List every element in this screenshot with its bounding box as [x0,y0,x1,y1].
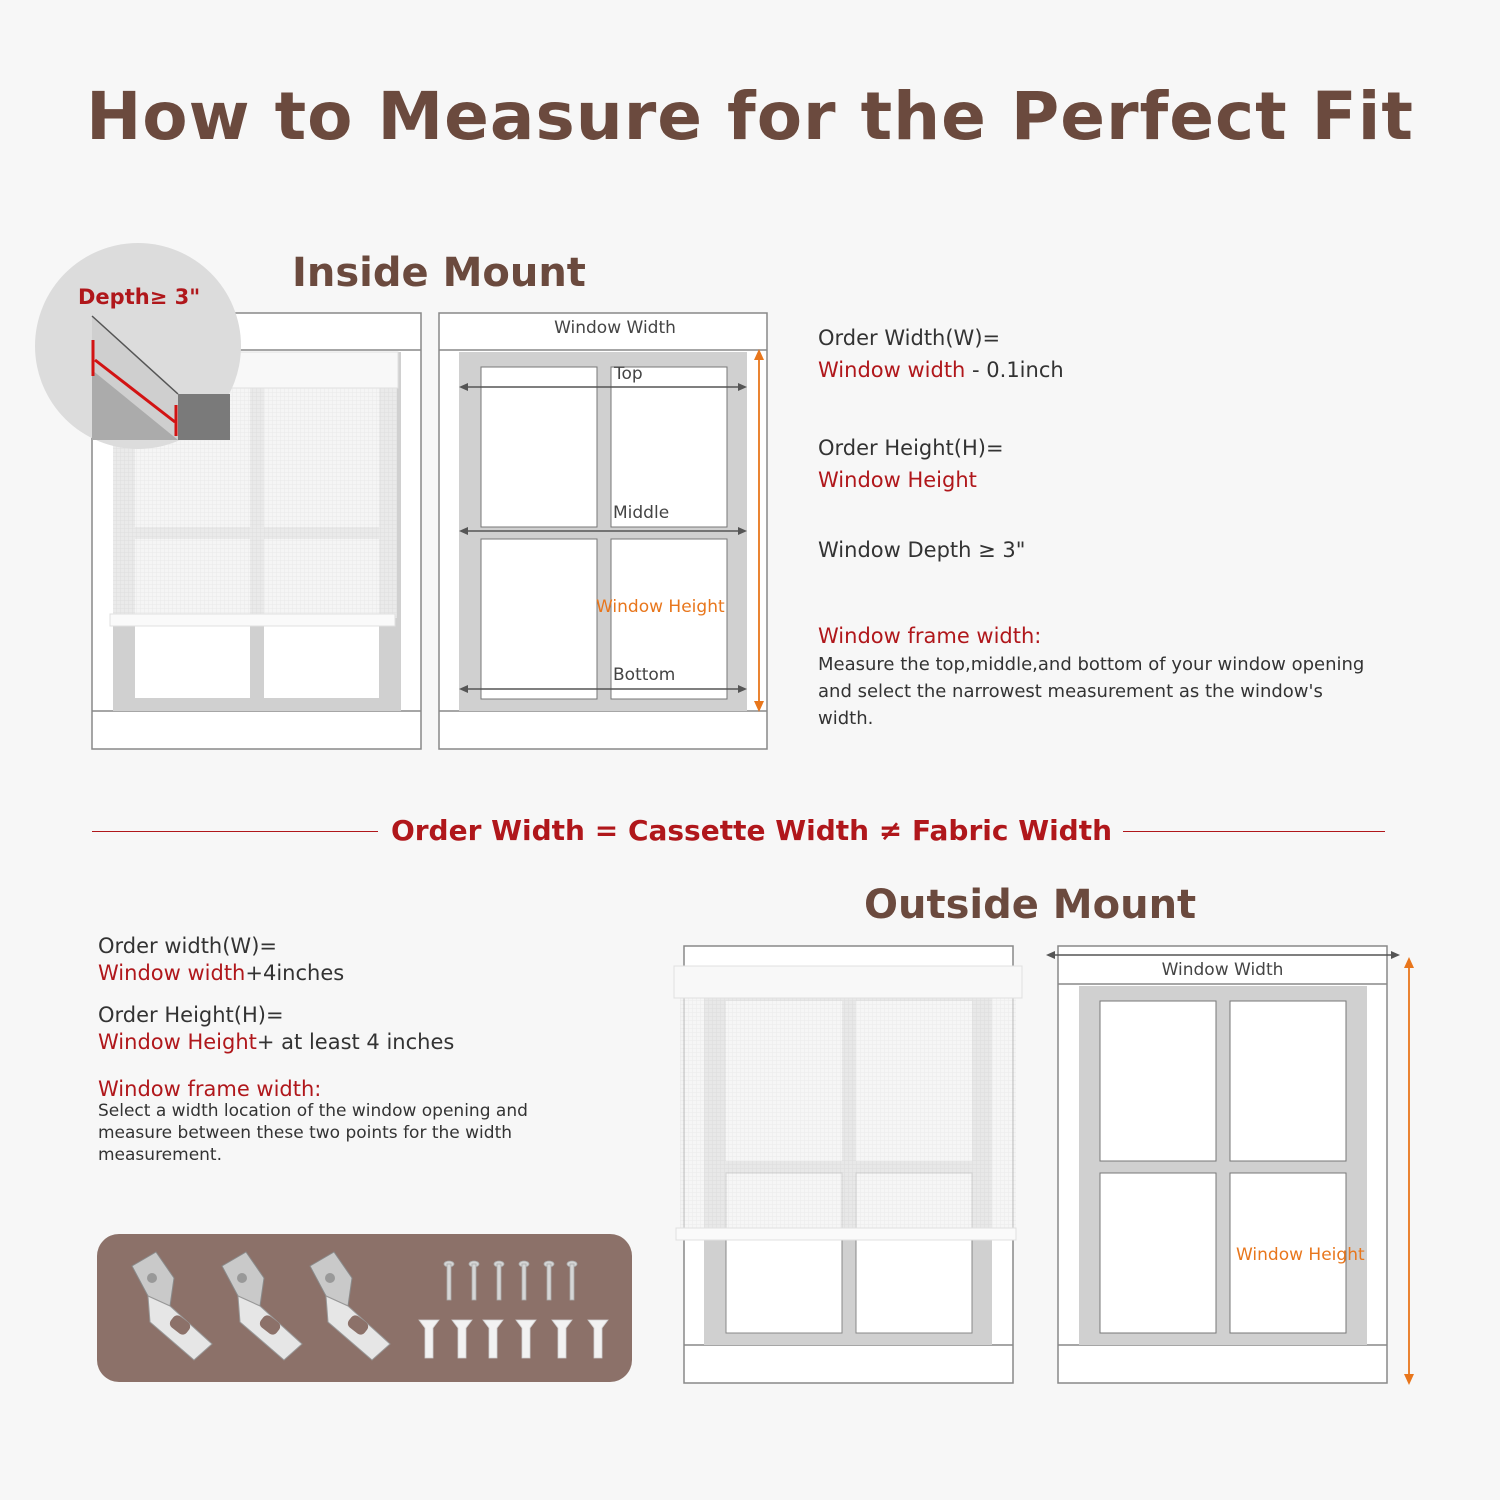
inside-mount-measure-diagram [439,313,767,749]
inside-order-width-value: Window width [818,358,966,382]
width-formula: Order Width = Cassette Width ≠ Fabric Width [390,814,1113,847]
top-label: Top [614,364,643,384]
page-title: How to Measure for the Perfect Fit [86,78,1414,155]
outside-order-width-label: Order width(W)= [98,934,277,958]
divider-line-right [1123,831,1385,832]
outside-window-width-label: Window Width [1161,960,1284,980]
outside-order-height-suffix: + at least 4 inches [256,1030,455,1054]
inside-window-height-label: Window Height [596,597,725,617]
outside-frame-width-desc: Select a width location of the window opening and measure between these two points for the width measurement. [98,1101,528,1165]
divider-line-left [92,831,378,832]
inside-frame-width-desc: Measure the top,middle,and bottom of your window opening and select the narrowest measurement as the window's width. [818,654,1365,729]
outside-order-width-formula [98,957,344,989]
hardware-kit [97,1234,632,1382]
outside-mount-title: Outside Mount [864,882,1197,928]
outside-order-width-suffix: +4inches [245,961,345,985]
inside-order-height-label: Order Height(H)= [818,436,1004,460]
inside-mount-title: Inside Mount [292,250,586,296]
inside-frame-width-title: Window frame width: [818,624,1042,648]
outside-order-height-formula [98,1026,454,1058]
inside-order-width-formula [818,354,1064,386]
inside-order-width-label: Order Width(W)= [818,326,1001,350]
inside-order-height-value: Window Height [818,468,977,492]
middle-label: Middle [613,503,670,523]
outside-frame-width-title: Window frame width: [98,1077,322,1101]
outside-order-width-value: Window width [98,961,246,985]
inside-window-width-label: Window Width [554,318,676,338]
outside-window-height-label: Window Height [1236,1245,1365,1265]
inside-order-width-suffix: - 0.1inch [965,358,1064,382]
depth-callout [35,243,241,449]
outside-order-height-label: Order Height(H)= [98,1003,284,1027]
window-depth-text: Window Depth ≥ 3" [818,538,1026,562]
depth-callout-label: Depth≥ 3" [78,285,201,309]
outside-mount-measure-diagram [1050,946,1409,1383]
outside-order-height-value: Window Height [98,1030,257,1054]
outside-mount-window-with-shade [674,946,1022,1383]
bottom-label: Bottom [613,665,676,685]
